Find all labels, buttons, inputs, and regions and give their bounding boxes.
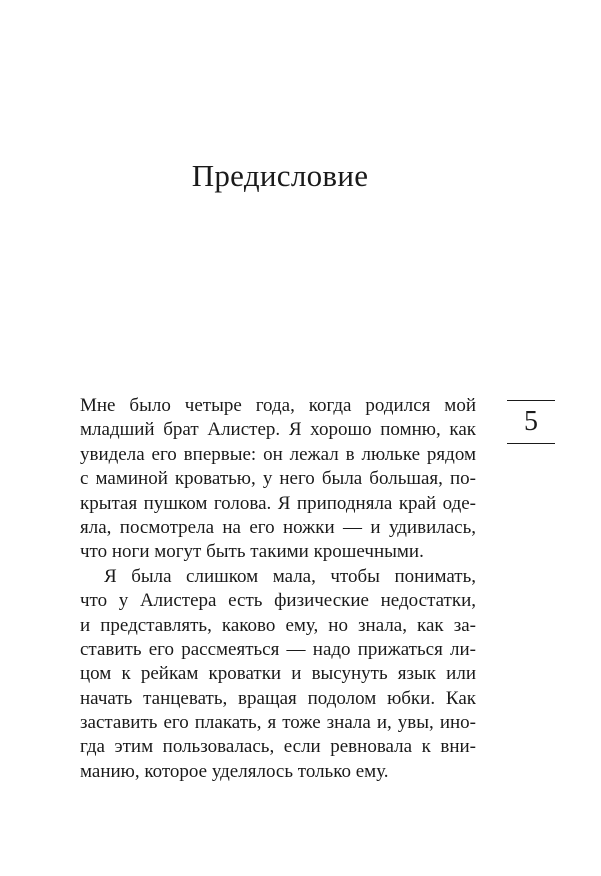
text-line: что ноги могут быть такими крошечными. xyxy=(80,541,424,563)
text-line: крытая пушком голова. Я приподняла край оде- xyxy=(80,492,476,514)
text-line: младший брат Алистер. Я хорошо помню, как xyxy=(80,419,476,441)
text-line: яла, посмотрела на его ножки — и удивилась, xyxy=(80,516,476,538)
text-line: начать танцевать, вращая подолом юбки. Как xyxy=(80,687,476,709)
text-line: Я была слишком мала, чтобы понимать, xyxy=(104,565,476,587)
text-line: гда этим пользовалась, если ревновала к вни- xyxy=(80,736,476,758)
text-line: и представлять, каково ему, но знала, как за- xyxy=(80,614,476,636)
page-number-box xyxy=(507,400,555,444)
chapter-title: Предисловие xyxy=(191,158,369,193)
text-line: цом к рейкам кроватки и высунуть язык или xyxy=(80,663,476,685)
body-text xyxy=(80,394,476,784)
text-line: увидела его впервые: он лежал в люльке рядом xyxy=(80,443,476,465)
text-line: ставить его рассмеяться — надо прижаться ли- xyxy=(80,638,476,660)
text-line: Мне было четыре года, когда родился мой xyxy=(80,395,476,416)
text-line: с маминой кроватью, у него была большая, по- xyxy=(80,468,476,490)
page-number: 5 xyxy=(524,406,538,437)
text-line: что у Алистера есть физические недостатки, xyxy=(80,590,476,612)
text-line: заставить его плакать, я тоже знала и, увы, ино- xyxy=(80,712,476,734)
paragraph-2 xyxy=(80,565,476,785)
text-line: манию, которое уделялось только ему. xyxy=(80,760,389,782)
paragraph-1 xyxy=(80,394,476,565)
